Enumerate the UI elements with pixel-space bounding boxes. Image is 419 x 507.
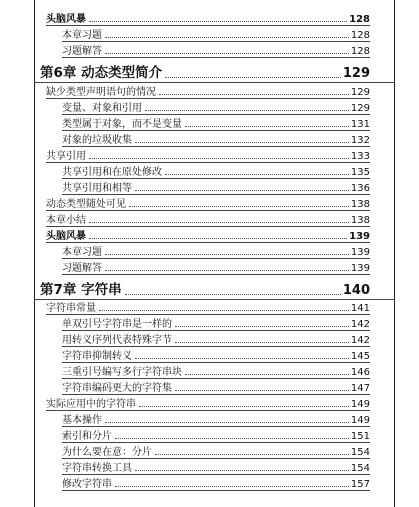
dot-leader (185, 374, 349, 375)
dot-leader (125, 294, 341, 295)
entry-page-number: 138 (350, 215, 370, 226)
dot-leader (159, 94, 349, 95)
dot-leader (99, 310, 349, 311)
entry-page-number: 136 (350, 183, 370, 194)
entry-page-number: 146 (350, 367, 370, 378)
entry-title: 实际应用中的字符串 (46, 399, 136, 410)
entry-page-number: 139 (350, 263, 370, 274)
entry-title: 共享引用和在原处修改 (62, 167, 162, 178)
dot-leader (155, 454, 349, 455)
entry-title: 索引和分片 (62, 431, 112, 442)
subsection-entry (62, 315, 370, 330)
entry-title: 本章习题 (62, 30, 102, 41)
row-separator (62, 490, 370, 491)
entry-page-number: 129 (350, 103, 370, 114)
dot-leader (175, 390, 349, 391)
dot-leader (145, 110, 349, 111)
entry-page-number: 142 (350, 335, 370, 346)
subsection-entry (62, 163, 370, 178)
dot-leader (115, 438, 349, 439)
subsection-entry (62, 363, 370, 378)
entry-title: 本章习题 (62, 247, 102, 258)
entry-title: 变量、对象和引用 (62, 103, 142, 114)
entry-page-number: 140 (342, 283, 370, 298)
subsection-entry (62, 443, 370, 458)
subsection-entry (62, 331, 370, 346)
entry-page-number: 154 (350, 463, 370, 474)
entry-title: 第7章 字符串 (40, 282, 122, 298)
entry-page-number: 141 (350, 303, 370, 314)
entry-page-number: 131 (350, 119, 370, 130)
left-margin-rule (34, 0, 35, 507)
dot-leader (139, 406, 349, 407)
entry-page-number: 139 (350, 247, 370, 258)
dot-leader (185, 126, 349, 127)
entry-title: 三重引号编写多行字符串块 (62, 367, 182, 378)
subsection-entry (62, 475, 370, 490)
entry-page-number: 129 (350, 87, 370, 98)
subsection-entry (62, 411, 370, 426)
chapter-entry (40, 279, 370, 298)
entry-title: 为什么要在意：分片 (62, 447, 152, 458)
entry-title: 缺少类型声明语句的情况 (46, 87, 156, 98)
dot-leader (105, 37, 349, 38)
row-separator (62, 57, 370, 58)
subsection-entry (62, 99, 370, 114)
entry-title: 字符串转换工具 (62, 463, 132, 474)
section-entry (46, 395, 370, 410)
dot-leader (105, 254, 349, 255)
dot-leader (105, 53, 349, 54)
dot-leader (135, 358, 349, 359)
subsection-entry (62, 243, 370, 258)
dot-leader (135, 470, 349, 471)
subsection-entry (62, 115, 370, 130)
section-entry (46, 147, 370, 162)
entry-page-number: 128 (350, 46, 370, 57)
entry-page-number: 138 (350, 199, 370, 210)
entry-title: 共享引用和相等 (62, 183, 132, 194)
dot-leader (89, 238, 347, 239)
entry-title: 用转义序列代表特殊字节 (62, 335, 172, 346)
entry-page-number: 149 (350, 399, 370, 410)
entry-page-number: 147 (350, 383, 370, 394)
entry-page-number: 132 (350, 135, 370, 146)
subsection-entry (62, 427, 370, 442)
entry-page-number: 139 (349, 231, 370, 242)
dot-leader (135, 142, 349, 143)
section-entry (46, 227, 370, 242)
section-entry (46, 299, 370, 314)
entry-title: 修改字符串 (62, 479, 112, 490)
section-entry (46, 10, 370, 25)
entry-page-number: 128 (350, 30, 370, 41)
subsection-entry (62, 459, 370, 474)
dot-leader (89, 21, 347, 22)
entry-title: 本章小结 (46, 215, 86, 226)
subsection-entry (62, 131, 370, 146)
entry-page-number: 133 (350, 151, 370, 162)
section-entry (46, 195, 370, 210)
dot-leader (115, 486, 349, 487)
entry-title: 第6章 动态类型简介 (40, 65, 163, 81)
entry-title: 对象的垃圾收集 (62, 135, 132, 146)
entry-page-number: 129 (342, 66, 370, 81)
dot-leader (175, 326, 349, 327)
entry-title: 类型属于对象，而不是变量 (62, 119, 182, 130)
entry-page-number: 135 (350, 167, 370, 178)
entry-page-number: 157 (350, 479, 370, 490)
row-separator (62, 274, 370, 275)
entry-page-number: 145 (350, 351, 370, 362)
entry-page-number: 151 (350, 431, 370, 442)
dot-leader (129, 206, 349, 207)
subsection-entry (62, 26, 370, 41)
dot-leader (105, 422, 349, 423)
entry-title: 头脑风暴 (46, 14, 86, 25)
dot-leader (165, 174, 349, 175)
subsection-entry (62, 347, 370, 362)
entry-title: 习题解答 (62, 46, 102, 57)
dot-leader (175, 342, 349, 343)
entry-title: 习题解答 (62, 263, 102, 274)
dot-leader (89, 158, 349, 159)
entry-title: 字符串编码更大的字符集 (62, 383, 172, 394)
section-entry (46, 83, 370, 98)
entry-page-number: 128 (349, 14, 370, 25)
entry-page-number: 149 (350, 415, 370, 426)
dot-leader (89, 222, 349, 223)
subsection-entry (62, 179, 370, 194)
right-margin-rule (394, 0, 395, 507)
section-entry (46, 211, 370, 226)
dot-leader (165, 77, 341, 78)
entry-title: 共享引用 (46, 151, 86, 162)
dot-leader (135, 190, 349, 191)
subsection-entry (62, 259, 370, 274)
entry-page-number: 142 (350, 319, 370, 330)
entry-page-number: 154 (350, 447, 370, 458)
dot-leader (105, 270, 349, 271)
chapter-entry (40, 62, 370, 81)
entry-title: 字符串抑制转义 (62, 351, 132, 362)
entry-title: 头脑风暴 (46, 231, 86, 242)
entry-title: 基本操作 (62, 415, 102, 426)
entry-title: 字符串常量 (46, 303, 96, 314)
subsection-entry (62, 379, 370, 394)
entry-title: 动态类型随处可见 (46, 199, 126, 210)
subsection-entry (62, 42, 370, 57)
entry-title: 单双引号字符串是一样的 (62, 319, 172, 330)
